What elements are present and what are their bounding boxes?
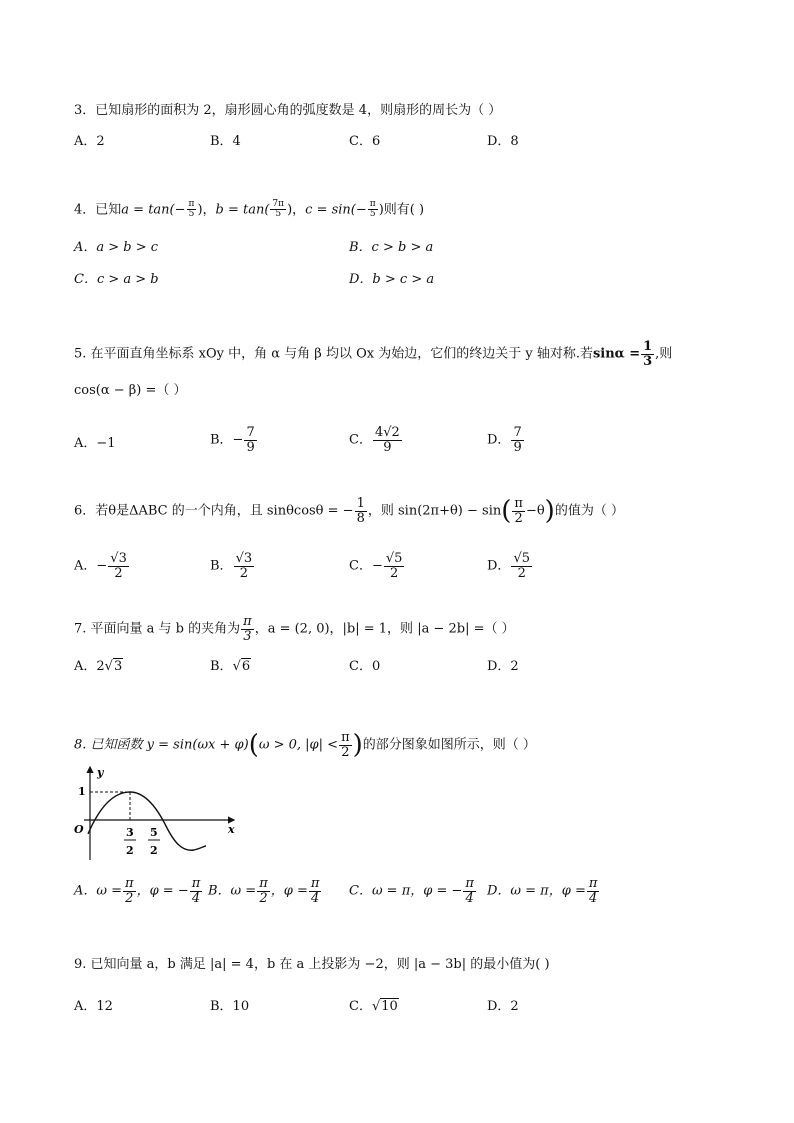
option-frac xyxy=(108,552,129,580)
frac-numerator: π xyxy=(341,730,350,745)
sqrt-radicand: 6 xyxy=(241,659,251,674)
question-4-a-frac xyxy=(187,200,197,220)
sqrt-sign: √ xyxy=(232,659,241,674)
question-4-a-expr: a = tan(− xyxy=(121,202,186,218)
question-4-option-d[interactable]: D．b > c > a xyxy=(349,272,435,287)
question-5-sin-label: sinα = xyxy=(592,346,641,362)
question-6-text-a: 6．若θ是ΔABC 的一个内角，且 sinθcosθ = − xyxy=(74,503,354,519)
sine-curve xyxy=(88,792,206,850)
graph-y-label: y xyxy=(97,766,104,779)
frac-denominator: 4 xyxy=(588,890,598,906)
option-frac xyxy=(234,552,255,580)
option-frac xyxy=(511,426,523,454)
option-prefix: C．− xyxy=(349,558,383,574)
question-4-b-expr: b = tan( xyxy=(215,202,270,218)
question-8-cond-frac xyxy=(339,731,352,759)
question-8-text-b: 的部分图象如图所示，则（ ） xyxy=(362,737,536,753)
question-8-option-a[interactable] xyxy=(74,877,203,905)
frac-denominator: 2 xyxy=(114,565,123,581)
question-8-graph xyxy=(70,762,240,864)
question-6-option-a[interactable] xyxy=(74,552,130,580)
question-4-option-b[interactable]: B．c > b > a xyxy=(349,240,434,255)
frac-numerator: √5 xyxy=(385,551,403,566)
question-5-frac xyxy=(641,340,654,368)
question-4-stem: 4．已知a = tan(− $\frac{\pi}{5}$ )，b = tan( $\frac{7\pi}{5}$ )，c = sin(− $\frac{\pi}{5}$ )则有( ) xyxy=(74,199,425,220)
question-6-text-c: 的值为（ ） xyxy=(554,503,624,519)
question-4-prefix: 4．已知 xyxy=(74,202,122,218)
option-prefix: C．ω = π，φ = − xyxy=(349,883,463,899)
question-6-inner-frac xyxy=(512,497,525,525)
frac-denominator: 9 xyxy=(246,439,255,455)
frac-numerator: π xyxy=(188,199,195,209)
frac-numerator: π xyxy=(243,614,252,629)
question-4-b-frac xyxy=(270,200,286,220)
question-7-text-b: ，a = (2, 0)，|b| = 1，则 |a − 2b| =（ ） xyxy=(254,621,515,637)
frac-numerator: π xyxy=(369,199,376,209)
frac-numerator: π xyxy=(465,876,474,891)
question-8-stem: 8. 已知函数 y = sin(ωx + φ)(ω > 0, |φ| < $\frac{\pi}{2}$ )的部分图象如图所示，则（ ） xyxy=(74,730,536,761)
question-7-frac xyxy=(241,615,254,643)
question-5-option-d[interactable] xyxy=(487,426,525,454)
graph-tick2-numerator: 5 xyxy=(150,826,158,839)
option-prefix: A．− xyxy=(74,558,108,574)
frac-numerator: 7π xyxy=(272,199,285,209)
frac-numerator: 1 xyxy=(356,496,365,511)
question-9-option-c[interactable] xyxy=(349,997,399,1017)
sqrt-radicand: 3 xyxy=(113,659,123,674)
graph-x-label: x xyxy=(228,823,235,836)
question-6-option-d[interactable] xyxy=(487,552,533,580)
frac-numerator: π xyxy=(310,876,320,891)
option-prefix: A．ω = xyxy=(74,883,123,899)
question-7-text-a: 7. 平面向量 a 与 b 的夹角为 xyxy=(74,621,241,637)
question-5-option-a[interactable]: A．−1 xyxy=(74,436,116,451)
question-3-stem: 3．已知扇形的面积为 2，扇形圆心角的弧度数是 4，则扇形的周长为（ ） xyxy=(74,103,502,118)
question-3-option-a[interactable]: A．2 xyxy=(74,134,105,149)
frac-denominator: 2 xyxy=(125,890,134,906)
option-phi-frac xyxy=(587,877,600,905)
question-7-option-b[interactable] xyxy=(210,657,251,677)
option-frac xyxy=(373,426,402,454)
question-7-option-a[interactable] xyxy=(74,657,123,677)
question-8-cond: ω > 0, |φ| < xyxy=(258,737,339,753)
option-omega-frac xyxy=(123,877,136,905)
frac-denominator: 9 xyxy=(513,439,522,455)
question-3-option-d[interactable]: D．8 xyxy=(487,134,519,149)
frac-numerator: √3 xyxy=(235,551,253,566)
sqrt-sign: √ xyxy=(371,999,381,1014)
option-prefix: D． xyxy=(487,558,511,574)
frac-numerator: π xyxy=(191,876,201,891)
frac-numerator: π xyxy=(125,876,134,891)
question-5-option-b[interactable] xyxy=(210,426,258,454)
frac-denominator: 9 xyxy=(383,439,392,455)
question-5-text-b: ,则 xyxy=(655,346,673,362)
option-phi-frac xyxy=(190,877,203,905)
option-frac xyxy=(384,552,405,580)
graph-one-label: 1 xyxy=(78,785,86,798)
question-4-suffix: 则有( ) xyxy=(383,202,425,218)
question-6-inner-tail: −θ xyxy=(525,503,545,519)
frac-denominator: 5 xyxy=(369,209,376,220)
option-omega-frac xyxy=(257,877,270,905)
question-7-option-d[interactable]: D．2 xyxy=(487,659,519,674)
option-phi-frac xyxy=(309,877,322,905)
frac-denominator: 4 xyxy=(191,890,201,906)
frac-numerator: 1 xyxy=(643,339,653,354)
question-5-line2: cos(α − β) =（ ） xyxy=(74,383,187,398)
question-6-option-c[interactable] xyxy=(349,552,405,580)
question-4-option-c[interactable]: C．c > a > b xyxy=(74,272,159,287)
option-prefix: A．2 xyxy=(74,659,105,674)
option-prefix: D．ω = π，φ = xyxy=(487,883,586,899)
question-5-text: 5. 在平面直角坐标系 xOy 中，角 α 与角 β 均以 Ox 为始边，它们的终边关于 y 轴对称.若 xyxy=(74,346,593,362)
question-4-c-expr: c = sin(− xyxy=(305,202,367,218)
question-3-option-b[interactable]: B．4 xyxy=(210,134,241,149)
frac-denominator: 2 xyxy=(389,565,399,581)
frac-denominator: 4 xyxy=(465,890,474,906)
option-prefix: B． xyxy=(210,558,233,574)
frac-denominator: 5 xyxy=(275,209,282,220)
option-prefix: C． xyxy=(349,432,372,448)
option-mid: ，φ = xyxy=(270,883,308,899)
question-9-option-a[interactable]: A．12 xyxy=(74,999,113,1014)
question-9-stem: 9. 已知向量 a，b 满足 |a| = 4，b 在 a 上投影为 −2，则 |a − 3b| 的最小值为( ) xyxy=(74,957,550,972)
option-mid: ，φ = − xyxy=(136,883,189,899)
question-8-option-c[interactable] xyxy=(349,877,477,905)
frac-denominator: 2 xyxy=(239,565,248,581)
question-7-stem xyxy=(74,615,515,643)
frac-numerator: 7 xyxy=(246,425,255,440)
question-6-stem: 6．若θ是ΔABC 的一个内角，且 sinθcosθ = − $\frac{1}{8}$ ，则 sin(2π+θ) − sin( $\frac{\pi}{2}$ −θ)的值为（ ） xyxy=(74,496,624,527)
frac-numerator: 4√2 xyxy=(374,425,400,440)
graph-origin-label: O xyxy=(74,823,84,836)
graph-tick1-denominator: 2 xyxy=(126,844,134,857)
option-prefix: B． xyxy=(210,659,233,674)
frac-denominator: 2 xyxy=(341,744,350,760)
sqrt-radicand: 10 xyxy=(381,999,398,1014)
question-4-option-a[interactable]: A．a > b > c xyxy=(74,240,159,255)
question-6-option-b[interactable] xyxy=(210,552,255,580)
frac-denominator: 4 xyxy=(311,890,320,906)
graph-tick1-numerator: 3 xyxy=(126,826,134,839)
question-7-option-c[interactable]: C．0 xyxy=(349,659,381,674)
question-5-option-c[interactable] xyxy=(349,426,403,454)
option-prefix: D． xyxy=(487,432,511,448)
frac-numerator: 7 xyxy=(513,425,522,440)
option-prefix: B．ω = xyxy=(208,883,257,899)
option-frac xyxy=(244,426,256,454)
question-9-option-d[interactable]: D．2 xyxy=(487,999,519,1014)
frac-denominator: 2 xyxy=(259,890,268,906)
sqrt-sign: √ xyxy=(104,659,113,674)
frac-denominator: 5 xyxy=(188,209,195,220)
frac-numerator: π xyxy=(514,496,523,511)
frac-denominator: 3 xyxy=(243,628,252,644)
frac-denominator: 3 xyxy=(643,353,653,369)
question-8-option-b[interactable] xyxy=(208,877,322,905)
frac-denominator: 8 xyxy=(356,510,365,526)
question-4-c-frac xyxy=(368,200,378,220)
option-prefix: C． xyxy=(349,999,372,1014)
frac-numerator: π xyxy=(259,876,268,891)
question-3-option-c[interactable]: C．6 xyxy=(349,134,381,149)
frac-denominator: 2 xyxy=(517,565,526,581)
question-5-stem xyxy=(74,340,672,368)
frac-numerator: √3 xyxy=(110,551,127,566)
question-9-option-b[interactable]: B．10 xyxy=(210,999,250,1014)
frac-denominator: 2 xyxy=(514,510,523,526)
question-6-frac xyxy=(355,497,367,525)
frac-numerator: π xyxy=(588,876,598,891)
graph-tick2-denominator: 2 xyxy=(150,844,158,857)
option-prefix: B．− xyxy=(210,432,244,448)
question-8-option-d[interactable] xyxy=(487,877,600,905)
frac-numerator: √5 xyxy=(513,551,530,566)
option-frac xyxy=(511,552,532,580)
option-phi-frac xyxy=(463,877,476,905)
question-6-text-b: ，则 sin(2π+θ) − sin xyxy=(367,503,502,519)
question-8-text-a: 8. 已知函数 y = sin(ωx + φ) xyxy=(74,737,249,753)
